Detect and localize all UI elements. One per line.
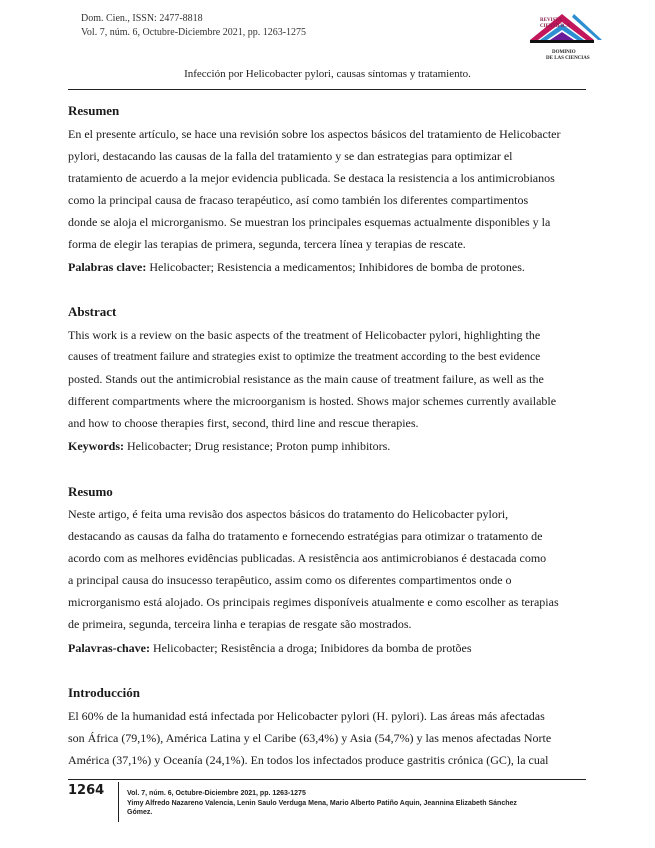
introduccion-line: América (37,1%) y Oceanía (24,1%). En todos los infectados produce gastritis crónica (GC), la cual (68, 753, 549, 767)
logo-text-ciencias: DE LAS CIENCIAS (546, 56, 590, 61)
resumo-paragraph (68, 503, 586, 635)
introduccion-heading: Introducción (68, 685, 140, 700)
footer-authors: Yimy Alfredo Nazareno Valencia, Lenin Saulo Verduga Mena, Mario Alberto Patiño Aquin, Jeannina Elizabeth Sánchez (127, 800, 517, 807)
introduccion-paragraph (68, 705, 586, 771)
keywords-text: Helicobacter; Resistencia a medicamentos; Inhibidores de bomba de protones. (146, 260, 525, 274)
journal-issn: Dom. Cien., ISSN: 2477-8818 (81, 13, 203, 24)
article-running-title: Infección por Helicobacter pylori, causas síntomas y tratamiento. (184, 68, 471, 80)
journal-volume: Vol. 7, núm. 6, Octubre-Diciembre 2021, pp. 1263-1275 (81, 27, 307, 38)
keywords-text: Helicobacter; Drug resistance; Proton pump inhibitors. (124, 439, 391, 453)
abstract-keywords (68, 437, 586, 455)
resumo-line: microrganismo está alojado. Os principais regimes disponíveis atualmente e como escolher as terapias (68, 595, 559, 609)
abstract-heading: Abstract (68, 304, 117, 319)
introduccion-line: son África (79,1%), América Latina y el Caribe (63,4%) y Asia (54,7%) y las menos afectadas Norte (68, 731, 552, 745)
resumen-line: como la principal causa de fracaso terapéutico, así como también los diferentes compartimentos (68, 193, 529, 207)
keywords-label: Keywords: (68, 439, 124, 453)
header-divider (68, 89, 586, 90)
footer-vertical-divider (118, 782, 119, 822)
resumen-paragraph (68, 123, 586, 255)
logo-text-revista: REVISTA (540, 18, 562, 23)
resumen-line: forma de elegir las terapias de primera, segunda, tercera línea y terapias de rescate. (68, 237, 466, 251)
resumo-line: de primeira, segunda, terceira linha e terapias de resgate são mostrados. (68, 617, 412, 631)
journal-logo (522, 10, 606, 70)
resumo-keywords (68, 639, 586, 657)
footer-volume: Vol. 7, núm. 6, Octubre-Diciembre 2021, pp. 1263-1275 (127, 790, 306, 797)
abstract-line: posted. Stands out the antimicrobial resistance as the main cause of treatment failure, as well as the (68, 372, 544, 386)
abstract-paragraph (68, 324, 586, 434)
resumo-line: destacando as causas da falha do tratamento e fornecendo estratégias para otimizar o tratamento de (68, 529, 543, 543)
keywords-text: Helicobacter; Resistência a droga; Inibidores da bomba de protões (149, 641, 472, 655)
resumen-line: En el presente artículo, se hace una revisión sobre los aspectos básicos del tratamiento de Helicobacter (68, 127, 561, 141)
resumo-line: a principal causa do insucesso terapêutico, assim como os diferentes compartimentos onde o (68, 573, 512, 587)
resumen-heading: Resumen (68, 103, 120, 118)
resumen-line: pylori, destacando las causas de la falla del tratamiento y se dan estrategias para optimizar el (68, 149, 513, 163)
page-number: 1264 (68, 783, 105, 798)
resumen-keywords (68, 258, 586, 276)
footer-divider (68, 779, 586, 780)
resumo-line: Neste artigo, é feita uma revisão dos aspectos básicos do tratamento do Helicobacter pylori, (68, 507, 509, 521)
keywords-label: Palabras clave: (68, 260, 147, 274)
keywords-label: Palavras-chave: (68, 641, 150, 655)
footer-authors-cont: Gómez. (127, 809, 153, 816)
resumo-line: acordo com as melhores evidências publicadas. A resistência aos antimicrobianos é destacada como (68, 551, 547, 565)
abstract-line: causes of treatment failure and strategies exist to optimize the treatment according to the best evidence (68, 351, 541, 363)
logo-text-cientifica: CIENTÍFICA (540, 24, 571, 29)
abstract-line: and how to choose therapies first, second, third line and rescue therapies. (68, 416, 419, 430)
logo-text-dominio: DOMINIO (552, 50, 576, 55)
resumo-heading: Resumo (68, 484, 113, 499)
resumen-line: donde se aloja el microrganismo. Se muestran los principales esquemas actualmente disponibles y la (68, 215, 551, 229)
resumen-line: tratamiento de acuerdo a la mejor evidencia publicada. Se destaca la resistencia a los antimicrobianos (68, 171, 555, 185)
introduccion-line: El 60% de la humanidad está infectada por Helicobacter pylori (H. pylori). Las áreas más afectadas (68, 709, 545, 723)
abstract-line: This work is a review on the basic aspects of the treatment of Helicobacter pylori, highlighting the (68, 328, 541, 342)
abstract-line: different compartments where the microorganism is hosted. Shows major schemes currently available (68, 394, 557, 408)
